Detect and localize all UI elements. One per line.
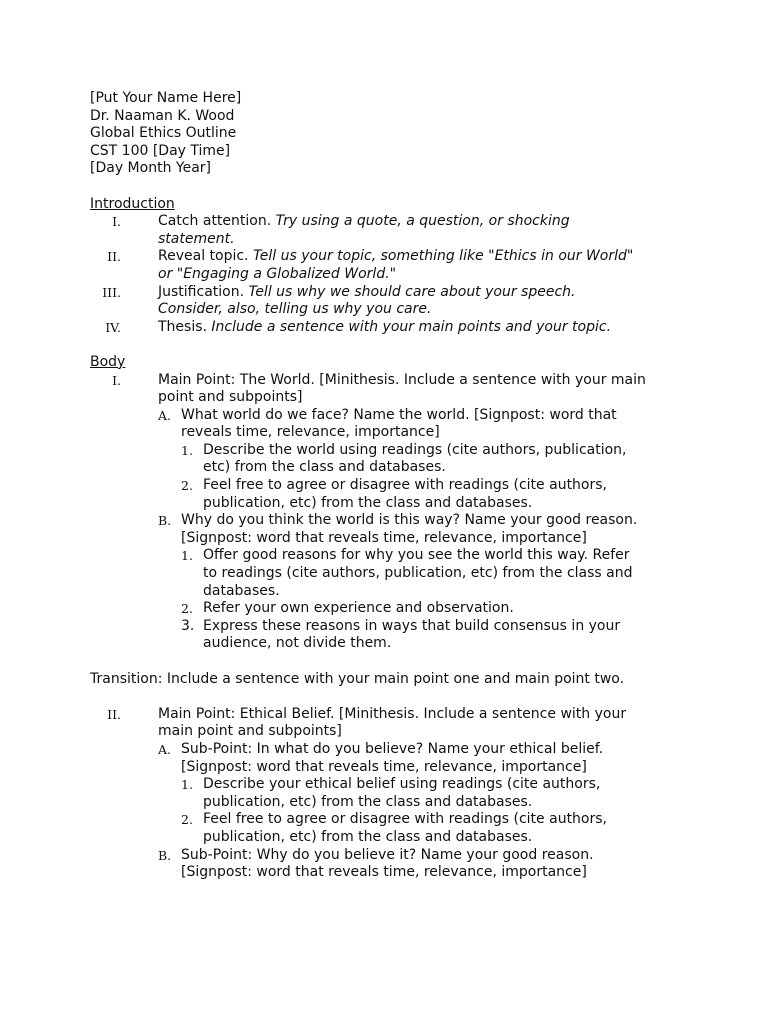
sub-point-a <box>90 407 690 442</box>
intro-item-label: Catch attention. <box>158 213 272 230</box>
course-line: CST 100 [Day Time] <box>90 142 231 159</box>
detail-text-cont: etc) from the class and databases. <box>203 459 446 476</box>
outline-numeral: II. <box>107 706 121 722</box>
main-point-text: Main Point: Ethical Belief. [Minithesis. Include a sentence with your <box>158 705 627 722</box>
sub-point-text: Sub-Point: Why do you believe it? Name your good reason. <box>181 846 594 863</box>
sub-point-text: Why do you think the world is this way? Name your good reason. <box>181 512 638 529</box>
intro-item-label: Reveal topic. <box>158 248 249 265</box>
outline-number: 3. <box>181 617 195 634</box>
outline-number: 1. <box>181 777 193 793</box>
sub-point-b <box>90 512 690 547</box>
main-point-text-cont: point and subpoints] <box>158 389 303 406</box>
main-point-text: Main Point: The World. [Minithesis. Include a sentence with your main <box>158 371 646 388</box>
sub-point-text-cont: [Signpost: word that reveals time, relevance, importance] <box>181 529 587 546</box>
detail-text: Offer good reasons for why you see the world this way. Refer <box>203 547 630 564</box>
intro-item-instruction: Include a sentence with your main points and your topic. <box>211 318 612 335</box>
detail-item <box>90 776 690 811</box>
sub-point-b <box>90 847 690 882</box>
detail-text-cont: to readings (cite authors, publication, etc) from the class and <box>203 565 633 582</box>
introduction-heading: Introduction <box>90 195 175 212</box>
sub-point-text: Sub-Point: In what do you believe? Name your ethical belief. <box>181 740 604 757</box>
main-point-ethical-belief <box>90 706 690 741</box>
detail-item <box>90 547 690 600</box>
detail-text: Feel free to agree or disagree with readings (cite authors, <box>203 811 607 828</box>
outline-letter: A. <box>158 741 172 757</box>
detail-text-cont: databases. <box>203 582 280 599</box>
intro-item-instruction: Tell us why we should care about your speech. <box>248 283 576 300</box>
intro-item-instruction-cont: statement. <box>158 230 235 247</box>
outline-number: 1. <box>181 442 193 458</box>
main-point-world <box>90 372 690 407</box>
sub-point-text-cont: reveals time, relevance, importance] <box>181 424 440 441</box>
intro-item-justification <box>90 284 690 319</box>
body-heading: Body <box>90 353 126 370</box>
outline-letter: B. <box>158 513 172 529</box>
instructor-name: Dr. Naaman K. Wood <box>90 107 235 124</box>
detail-text: Refer your own experience and observation. <box>203 600 514 617</box>
detail-item <box>90 811 690 846</box>
detail-text: Describe the world using readings (cite authors, publication, <box>203 441 627 458</box>
document-content <box>90 90 690 882</box>
intro-item-catch-attention <box>90 213 690 248</box>
transition-line: Transition: Include a sentence with your main point one and main point two. <box>90 670 625 687</box>
sub-point-text: What world do we face? Name the world. [Signpost: word that <box>181 406 617 423</box>
intro-item-thesis <box>90 319 690 337</box>
outline-number: 2. <box>181 812 193 828</box>
detail-text-cont: publication, etc) from the class and databases. <box>203 793 533 810</box>
intro-item-instruction: Tell us your topic, something like "Ethics in our World" <box>252 248 634 265</box>
document-title: Global Ethics Outline <box>90 125 237 142</box>
sub-point-text-cont: [Signpost: word that reveals time, relevance, importance] <box>181 758 587 775</box>
main-point-text-cont: main point and subpoints] <box>158 723 342 740</box>
student-name: [Put Your Name Here] <box>90 90 242 106</box>
detail-text-cont: publication, etc) from the class and databases. <box>203 828 533 845</box>
outline-numeral: III. <box>102 284 121 300</box>
detail-text: Express these reasons in ways that build consensus in your <box>203 617 621 634</box>
intro-item-label: Justification. <box>158 283 245 300</box>
outline-numeral: II. <box>107 249 121 265</box>
detail-item <box>90 442 690 477</box>
intro-item-instruction-cont: or "Engaging a Globalized World." <box>158 265 397 282</box>
outline-letter: B. <box>158 847 172 863</box>
outline-number: 2. <box>181 601 193 617</box>
outline-numeral: IV. <box>105 319 121 335</box>
outline-number: 1. <box>181 548 193 564</box>
detail-text: Feel free to agree or disagree with readings (cite authors, <box>203 477 607 494</box>
outline-number: 2. <box>181 478 193 494</box>
sub-point-text-cont: [Signpost: word that reveals time, relevance, importance] <box>181 864 587 881</box>
detail-item <box>90 618 690 653</box>
intro-item-label: Thesis. <box>158 318 207 335</box>
detail-text-cont: audience, not divide them. <box>203 635 392 652</box>
intro-item-instruction-cont: Consider, also, telling us why you care. <box>158 301 432 318</box>
outline-numeral: I. <box>112 372 121 388</box>
sub-point-a <box>90 741 690 776</box>
detail-item <box>90 477 690 512</box>
outline-letter: A. <box>158 407 172 423</box>
detail-text-cont: publication, etc) from the class and databases. <box>203 494 533 511</box>
date-line: [Day Month Year] <box>90 160 211 177</box>
intro-item-instruction: Try using a quote, a question, or shocking <box>275 213 570 230</box>
detail-text: Describe your ethical belief using readings (cite authors, <box>203 776 601 793</box>
outline-numeral: I. <box>112 214 121 230</box>
intro-item-reveal-topic <box>90 248 690 283</box>
detail-item <box>90 600 690 618</box>
